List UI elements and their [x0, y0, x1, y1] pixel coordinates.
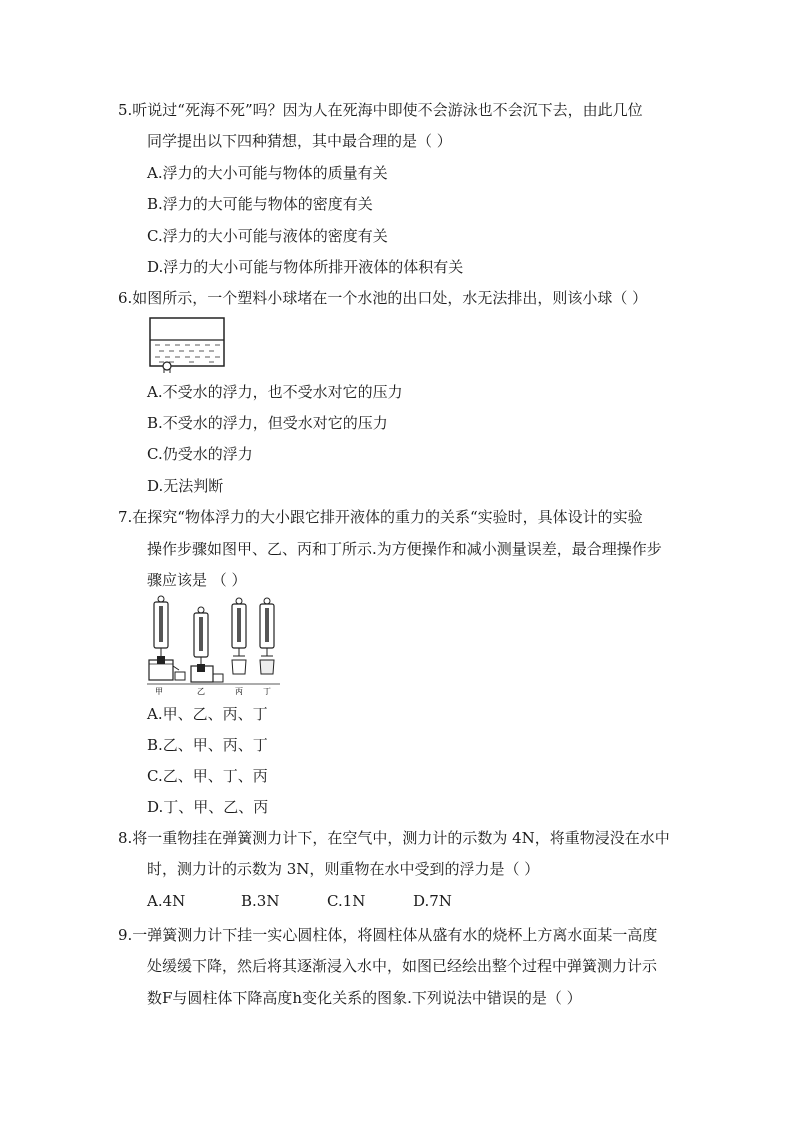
- q5-option-c: C.浮力的大小可能与液体的密度有关: [147, 227, 388, 245]
- figure-label-yi: 乙: [197, 687, 205, 696]
- q5-stem-line1: 5.听说过“死海不死”吗？因为人在死海中即使不会游泳也不会沉下去，由此几位: [118, 101, 643, 119]
- q5-option-d: D.浮力的大小可能与物体所排开液体的体积有关: [147, 258, 464, 276]
- q9-stem-line3: 数F与圆柱体下降高度h变化关系的图象.下列说法中错误的是（ ）: [147, 989, 582, 1007]
- scale-bing: [232, 598, 246, 674]
- q8-option-a: A.4N: [147, 892, 186, 910]
- figure-label-jia: 甲: [155, 687, 163, 696]
- q8-options-row: [147, 891, 452, 911]
- q8-option-b: B.3N: [241, 892, 280, 910]
- q7-stem-line2: 操作步骤如图甲、乙、丙和丁所示.为方便操作和减小测量误差，最合理操作步: [147, 540, 662, 558]
- q8-option-c: C.1N: [327, 892, 366, 910]
- q6-option-b: B.不受水的浮力，但受水对它的压力: [147, 414, 388, 432]
- q5-option-a: A.浮力的大小可能与物体的质量有关: [147, 164, 388, 182]
- q5-option-b: B.浮力的大可能与物体的密度有关: [147, 195, 373, 213]
- q5-stem-line2: 同学提出以下四种猜想，其中最合理的是（ ）: [147, 132, 452, 150]
- q7-option-c: C.乙、甲、丁、丙: [147, 767, 268, 785]
- scale-yi: [191, 607, 223, 682]
- q7-option-d: D.丁、甲、乙、丙: [147, 798, 269, 816]
- q8-stem-line1: 8.将一重物挂在弹簧测力计下，在空气中，测力计的示数为 4N，将重物浸没在水中: [118, 829, 670, 847]
- figure-label-ding: 丁: [263, 687, 271, 696]
- q7-option-b: B.乙、甲、丙、丁: [147, 736, 268, 754]
- q6-stem-line1: 6.如图所示，一个塑料小球堵在一个水池的出口处，水无法排出，则该小球（ ）: [118, 289, 648, 307]
- q7-option-a: A.甲、乙、丙、丁: [147, 705, 268, 723]
- q6-pool-figure: [147, 316, 227, 374]
- q8-option-d: D.7N: [413, 892, 452, 910]
- q6-option-d: D.无法判断: [147, 477, 224, 495]
- q9-stem-line1: 9.一弹簧测力计下挂一实心圆柱体，将圆柱体从盛有水的烧杯上方离水面某一高度: [118, 926, 658, 944]
- scale-jia: [149, 596, 185, 680]
- q6-option-c: C.仍受水的浮力: [147, 445, 253, 463]
- q7-stem-line3: 骤应该是 （ ）: [147, 571, 247, 589]
- scale-ding: [260, 598, 274, 674]
- q9-stem-line2: 处缓缓下降，然后将其逐渐浸入水中，如图已经绘出整个过程中弹簧测力计示: [147, 957, 658, 975]
- q8-stem-line2: 时，测力计的示数为 3N，则重物在水中受到的浮力是（ ）: [147, 860, 540, 878]
- figure-label-bing: 丙: [235, 687, 243, 696]
- q7-experiment-figure: [145, 594, 285, 698]
- q6-option-a: A.不受水的浮力，也不受水对它的压力: [147, 383, 403, 401]
- q7-stem-line1: 7.在探究“物体浮力的大小跟它排开液体的重力的关系“实验时，具体设计的实验: [118, 508, 643, 526]
